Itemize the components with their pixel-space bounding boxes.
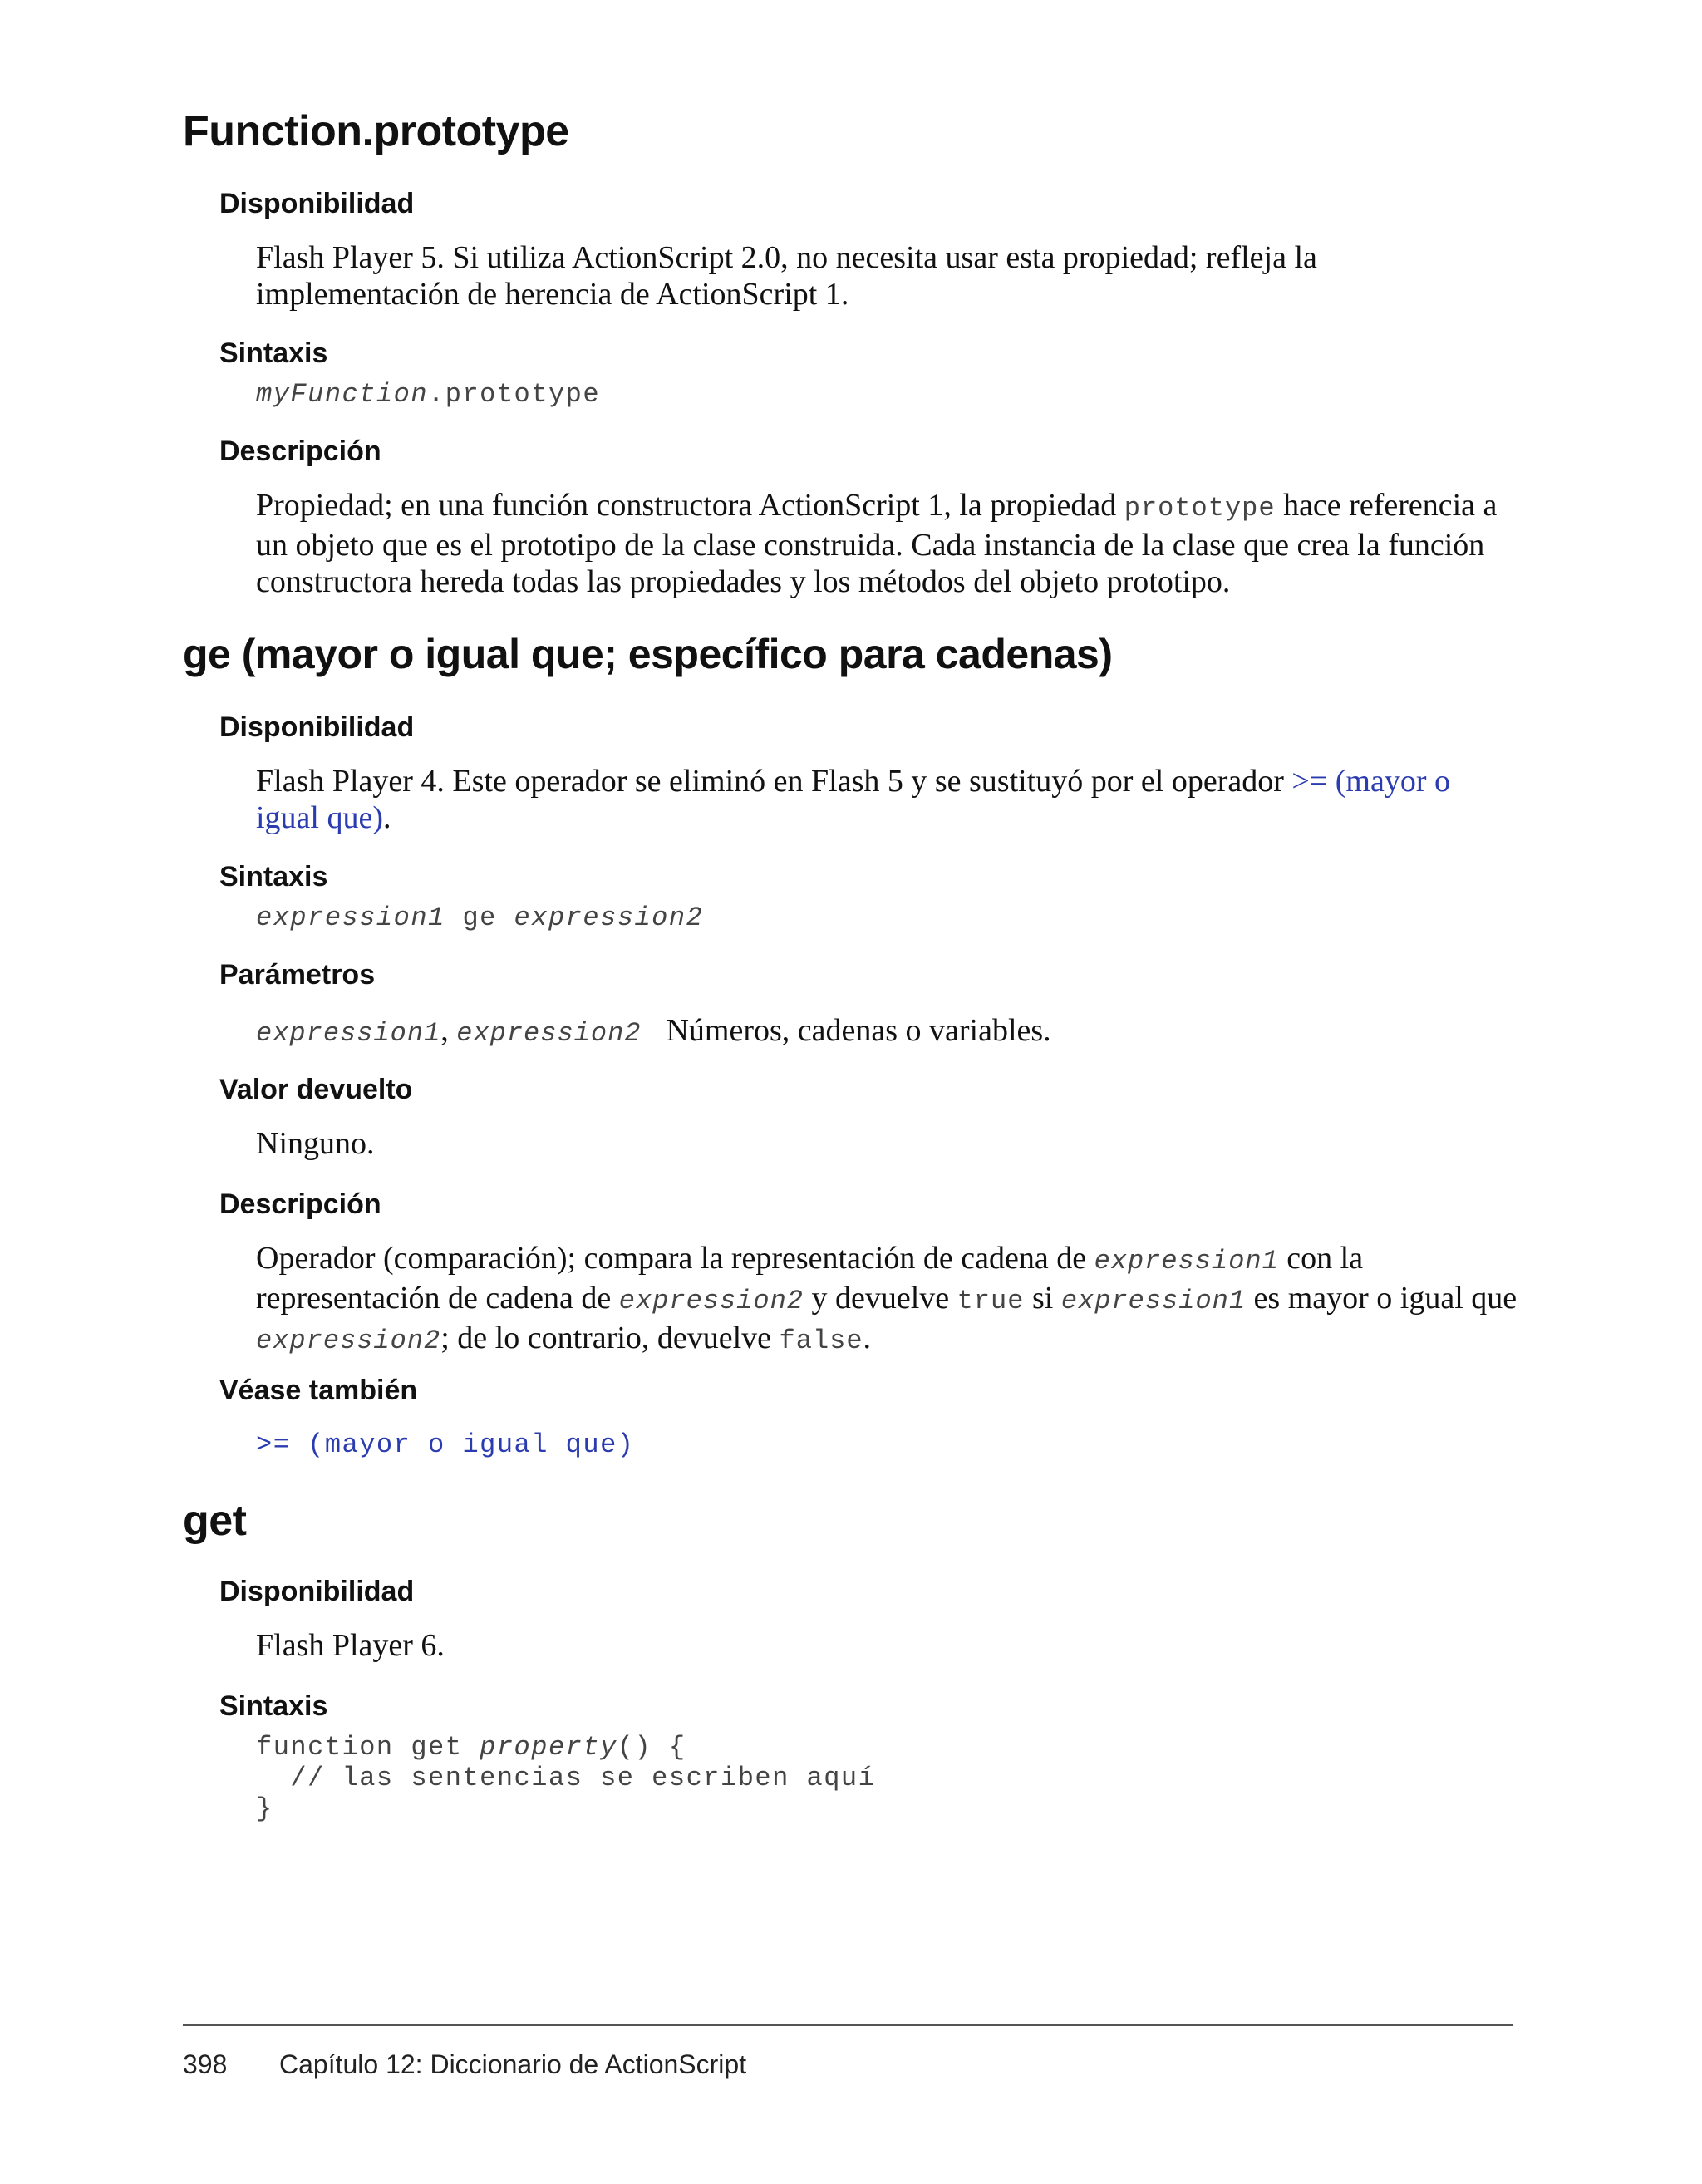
get-availability-heading: Disponibilidad bbox=[219, 1576, 415, 1607]
get-code-line-3: } bbox=[256, 1793, 273, 1824]
fp-syntax-heading: Sintaxis bbox=[219, 337, 328, 369]
get-availability-text: Flash Player 6. bbox=[256, 1628, 445, 1663]
chapter-title: Capítulo 12: Diccionario de ActionScript bbox=[279, 2049, 747, 2079]
ge-syntax-code: expression1 ge expression2 bbox=[256, 903, 704, 933]
entry-title-ge: ge (mayor o igual que; específico para cadenas) bbox=[183, 631, 1113, 677]
fp-description-line-2: un objeto que es el prototipo de la clase construida. Cada instancia de la clase que crea la función bbox=[256, 528, 1485, 563]
ge-description-line-3: expression2; de lo contrario, devuelve false. bbox=[256, 1321, 872, 1356]
fp-description-text bbox=[256, 487, 1552, 600]
ge-availability-line-2: igual que). bbox=[256, 800, 391, 835]
ge-description-text bbox=[256, 1240, 1552, 1360]
ge-description-line-2: representación de cadena de expression2 y devuelve true si expression1 es mayor o igual que bbox=[256, 1281, 1518, 1316]
ge-parameters-heading: Parámetros bbox=[219, 959, 376, 991]
get-code-line-2: // las sentencias se escriben aquí bbox=[256, 1763, 876, 1793]
ge-return-text: Ninguno. bbox=[256, 1126, 375, 1161]
fp-syntax-code bbox=[256, 379, 600, 410]
fp-syntax-property: .prototype bbox=[428, 379, 601, 410]
fp-description-line-1: Propiedad; en una función constructora ActionScript 1, la propiedad prototype hace referencia a bbox=[256, 488, 1498, 524]
get-syntax-heading: Sintaxis bbox=[219, 1690, 328, 1722]
fp-description-heading: Descripción bbox=[219, 435, 381, 467]
entry-title-get: get bbox=[183, 1497, 247, 1545]
entry-title-function-prototype: Function.prototype bbox=[183, 107, 569, 155]
ge-parameters-text: expression1, expression2 Números, cadenas o variables. bbox=[256, 1013, 1051, 1049]
ge-availability-text bbox=[256, 763, 1552, 836]
footer-divider bbox=[183, 2024, 1513, 2026]
ge-return-heading: Valor devuelto bbox=[219, 1074, 413, 1105]
ge-availability-heading: Disponibilidad bbox=[219, 711, 415, 743]
ge-see-also-link[interactable]: >= (mayor o igual que) bbox=[256, 1429, 635, 1460]
ge-description-line-1: Operador (comparación); compara la representación de cadena de expression1 con la bbox=[256, 1241, 1364, 1276]
get-code-line-1: function get property() { bbox=[256, 1732, 686, 1763]
ge-availability-line-1: Flash Player 4. Este operador se eliminó en Flash 5 y se sustituyó por el operador >= (mayor o bbox=[256, 764, 1450, 799]
get-syntax-code bbox=[256, 1732, 875, 1824]
page-footer bbox=[183, 2049, 746, 2080]
ge-parameters-description: Números, cadenas o variables. bbox=[666, 1013, 1051, 1048]
inline-code: prototype bbox=[1124, 493, 1276, 524]
fp-availability-heading: Disponibilidad bbox=[219, 188, 415, 219]
fp-availability-line-1: Flash Player 5. Si utiliza ActionScript 2.0, no necesita usar esta propiedad; refleja la bbox=[256, 240, 1317, 275]
ge-availability-link-part-2[interactable]: igual que) bbox=[256, 800, 384, 835]
fp-availability-text bbox=[256, 239, 1317, 312]
page-number: 398 bbox=[183, 2049, 228, 2079]
ge-description-heading: Descripción bbox=[219, 1188, 381, 1220]
ge-syntax-heading: Sintaxis bbox=[219, 861, 328, 893]
fp-description-line-3: constructora hereda todas las propiedades y los métodos del objeto prototipo. bbox=[256, 564, 1231, 599]
ge-see-also-heading: Véase también bbox=[219, 1375, 418, 1406]
fp-availability-line-2: implementación de herencia de ActionScript 1. bbox=[256, 277, 849, 312]
ge-availability-link-part-1[interactable]: >= (mayor o bbox=[1291, 764, 1450, 799]
fp-syntax-object: myFunction bbox=[256, 379, 429, 410]
